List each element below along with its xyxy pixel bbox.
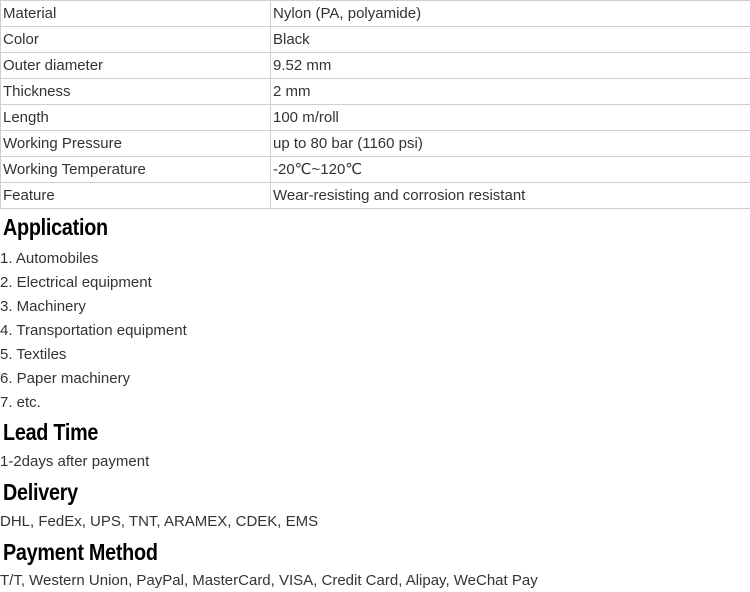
list-item: 5. Textiles [0,346,67,363]
table-row [1,131,750,157]
table-row [1,183,750,209]
application-list [0,247,187,415]
spec-label: Material [1,1,271,27]
spec-label: Color [1,27,271,53]
spec-value: -20℃~120℃ [271,157,750,183]
spec-value: Wear-resisting and corrosion resistant [271,183,750,209]
list-item: 4. Transportation equipment [0,322,187,339]
list-item: 3. Machinery [0,298,86,315]
spec-value: Nylon (PA, polyamide) [271,1,750,27]
spec-table [0,0,750,209]
spec-label: Length [1,105,271,131]
delivery-heading: Delivery [3,479,78,505]
payment-text: T/T, Western Union, PayPal, MasterCard, VISA, Credit Card, Alipay, WeChat Pay [0,572,538,589]
list-item: 1. Automobiles [0,250,99,267]
table-row [1,79,750,105]
table-row [1,27,750,53]
spec-label: Outer diameter [1,53,271,79]
spec-label: Feature [1,183,271,209]
lead-time-heading: Lead Time [3,419,99,445]
list-item: 2. Electrical equipment [0,274,152,291]
table-row [1,157,750,183]
table-row [1,53,750,79]
list-item: 7. etc. [0,394,41,411]
spec-value: 2 mm [271,79,750,105]
spec-value: 9.52 mm [271,53,750,79]
spec-value: up to 80 bar (1160 psi) [271,131,750,157]
application-heading: Application [3,214,108,240]
table-row [1,1,750,27]
list-item: 6. Paper machinery [0,370,131,387]
spec-label: Thickness [1,79,271,105]
spec-value: Black [271,27,750,53]
delivery-text: DHL, FedEx, UPS, TNT, ARAMEX, CDEK, EMS [0,513,319,530]
spec-value: 100 m/roll [271,105,750,131]
payment-heading: Payment Method [3,539,158,565]
table-row [1,105,750,131]
lead-time-text: 1-2days after payment [0,453,150,470]
spec-label: Working Temperature [1,157,271,183]
spec-label: Working Pressure [1,131,271,157]
